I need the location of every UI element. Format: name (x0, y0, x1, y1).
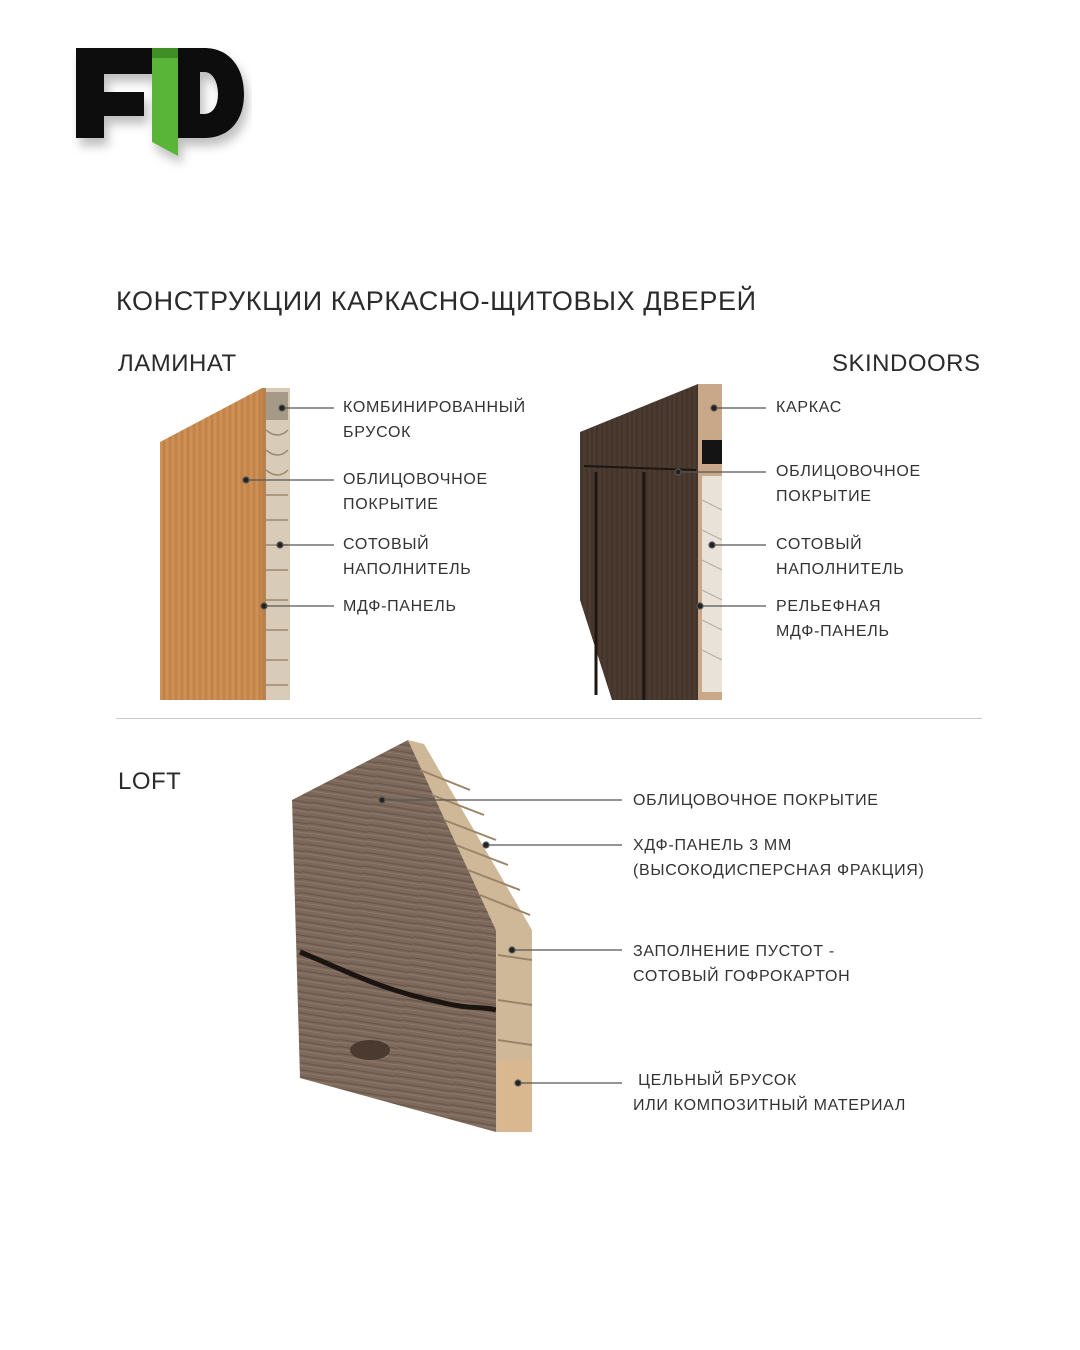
loft-label-facing: ОБЛИЦОВОЧНОЕ ПОКРЫТИЕ (633, 792, 879, 809)
laminat-door-illustration (160, 388, 290, 700)
skindoors-label-honeycomb: СОТОВЫЙ НАПОЛНИТЕЛЬ (776, 536, 905, 578)
loft-label-filling: ЗАПОЛНЕНИЕ ПУСТОТ - СОТОВЫЙ ГОФРОКАРТОН (633, 943, 851, 985)
skindoors-label-facing: ОБЛИЦОВОЧНОЕ ПОКРЫТИЕ (776, 463, 921, 505)
laminat-label-honeycomb: СОТОВЫЙ НАПОЛНИТЕЛЬ (343, 536, 472, 578)
loft-label-solid-bar: ЦЕЛЬНЫЙ БРУСОК ИЛИ КОМПОЗИТНЫЙ МАТЕРИАЛ (633, 1072, 907, 1114)
loft-label-hdf: ХДФ-ПАНЕЛЬ 3 ММ (ВЫСОКОДИСПЕРСНАЯ ФРАКЦИЯ) (633, 837, 925, 879)
section-title-skindoors: SKINDOORS (832, 350, 981, 377)
laminat-label-facing: ОБЛИЦОВОЧНОЕ ПОКРЫТИЕ (343, 471, 488, 513)
section-title-laminat: ЛАМИНАТ (118, 350, 237, 377)
skindoors-label-relief-mdf: РЕЛЬЕФНАЯ МДФ-ПАНЕЛЬ (776, 598, 890, 640)
page-title: КОНСТРУКЦИИ КАРКАСНО-ЩИТОВЫХ ДВЕРЕЙ (116, 286, 757, 316)
skindoors-label-frame: КАРКАС (776, 399, 843, 416)
skindoors-door-illustration (580, 384, 722, 700)
laminat-label-mdf: МДФ-ПАНЕЛЬ (343, 598, 457, 615)
section-title-loft: LOFT (118, 768, 182, 795)
loft-door-illustration (292, 740, 532, 1132)
laminat-label-combined-bar: КОМБИНИРОВАННЫЙ БРУСОК (343, 399, 526, 441)
